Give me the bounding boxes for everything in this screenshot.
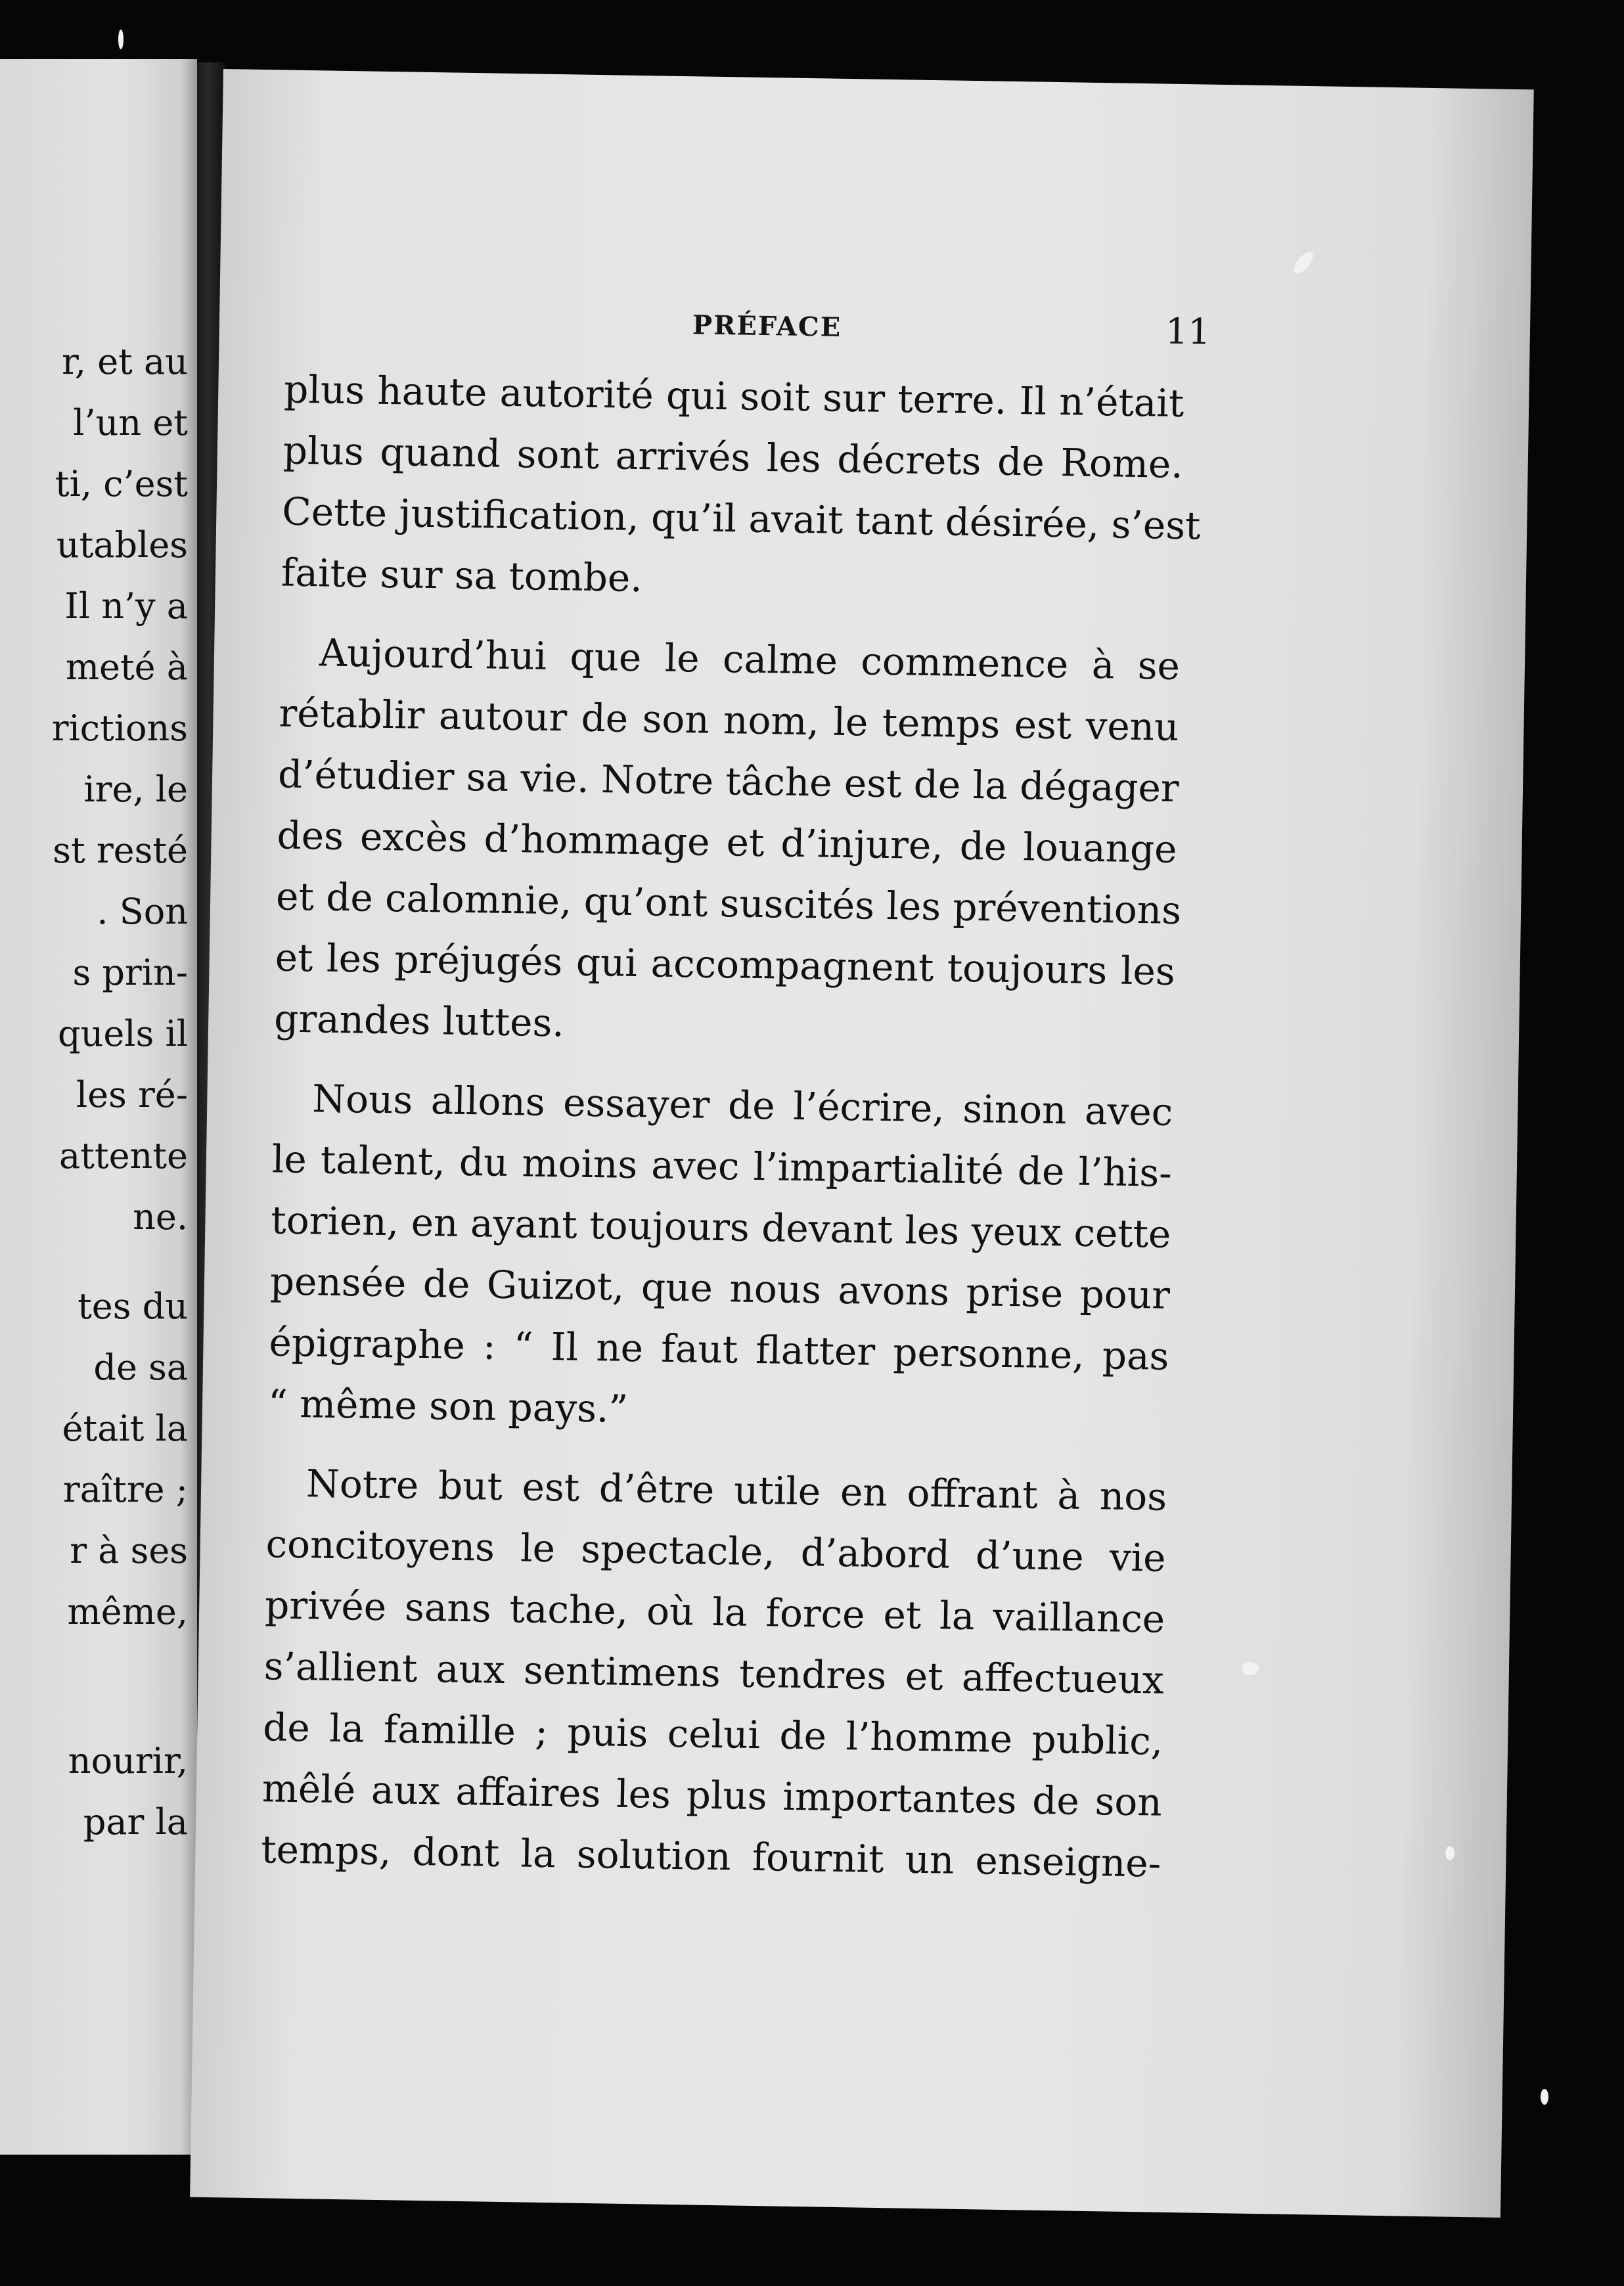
left-page-line: r, et au <box>61 341 188 382</box>
left-page-line: . Son <box>97 891 188 932</box>
left-page-line: meté à <box>65 646 188 688</box>
text-line: de la famille ; puis celui de l’homme public, <box>262 1705 1163 1764</box>
left-page-line: de sa <box>93 1347 188 1388</box>
left-page-line: nourir, <box>68 1740 188 1782</box>
text-line: rétablir autour de son nom, le temps est venu <box>279 690 1179 750</box>
left-page-line: ire, le <box>83 769 188 810</box>
scan-dust-speck <box>118 30 124 49</box>
left-page-line: st resté <box>53 830 188 871</box>
text-line: s’allient aux sentimens tendres et affectueux <box>263 1644 1165 1703</box>
left-page-line: attente <box>59 1135 188 1177</box>
left-page-line: tes du <box>78 1286 188 1327</box>
left-page-line: par la <box>83 1801 188 1843</box>
text-line: faite sur sa tombe. <box>281 550 643 601</box>
text-line: concitoyens le spectacle, d’abord d’une vie <box>265 1521 1167 1580</box>
text-line: mêlé aux affaires les plus importantes de son <box>261 1766 1163 1825</box>
text-line: Aujourd’hui que le calme commence à se <box>319 630 1181 688</box>
page-number: 11 <box>1165 310 1211 353</box>
scan-dust-speck <box>1242 1662 1259 1675</box>
scan-dust-speck <box>1445 1846 1455 1860</box>
text-line: le talent, du moins avec l’impartialité de l’his- <box>271 1136 1173 1196</box>
text-line: “ même son pays.” <box>267 1381 629 1431</box>
text-line: Cette justification, qu’il avait tant désirée, s’est <box>281 489 1201 549</box>
left-page-line: quels il <box>58 1013 188 1054</box>
text-line: et les préjugés qui accompagnent toujours les <box>275 935 1176 994</box>
left-page <box>0 59 197 2155</box>
left-page-line: ti, c’est <box>55 463 188 504</box>
text-line: privée sans tache, où la force et la vaillance <box>264 1582 1165 1642</box>
text-line: Notre but est d’être utile en offrant à nos <box>305 1461 1167 1519</box>
left-page-line: les ré- <box>76 1074 188 1115</box>
running-head: PRÉFACE <box>692 309 842 343</box>
left-page-line: même, <box>67 1591 188 1632</box>
left-page-line: raître ; <box>62 1469 188 1510</box>
left-page-line: s prin- <box>72 952 188 993</box>
page-body-text <box>260 359 1201 1894</box>
text-line: grandes luttes. <box>273 996 565 1046</box>
text-line: pensée de Guizot, que nous avons prise pour <box>269 1259 1171 1318</box>
text-line: épigraphe : “ Il ne faut flatter personne, pas <box>269 1320 1169 1379</box>
text-line: temps, dont la solution fournit un enseigne- <box>260 1827 1162 1886</box>
text-line: torien, en ayant toujours devant les yeux cette <box>270 1198 1171 1257</box>
scan-dust-speck <box>1541 2089 1548 2105</box>
text-line: plus haute autorité qui soit sur terre. Il n’était <box>283 367 1184 426</box>
text-line: d’étudier sa vie. Notre tâche est de la dégager <box>277 751 1180 811</box>
left-page-line: utables <box>56 524 188 566</box>
left-page-line: Il n’y a <box>64 585 188 627</box>
text-line: plus quand sont arrivés les décrets de Rome. <box>282 428 1184 487</box>
text-line: Nous allons essayer de l’écrire, sinon avec <box>311 1076 1173 1134</box>
right-page <box>190 69 1534 2218</box>
text-line: des excès d’hommage et d’injure, de louange <box>277 813 1178 872</box>
left-page-line: l’un et <box>73 402 188 443</box>
left-page-line: était la <box>62 1408 188 1449</box>
left-page-line: r à ses <box>70 1530 188 1571</box>
text-line: et de calomnie, qu’ont suscités les préventions <box>275 874 1182 933</box>
left-page-line: rictions <box>51 707 188 749</box>
left-page-line: ne. <box>133 1196 188 1238</box>
